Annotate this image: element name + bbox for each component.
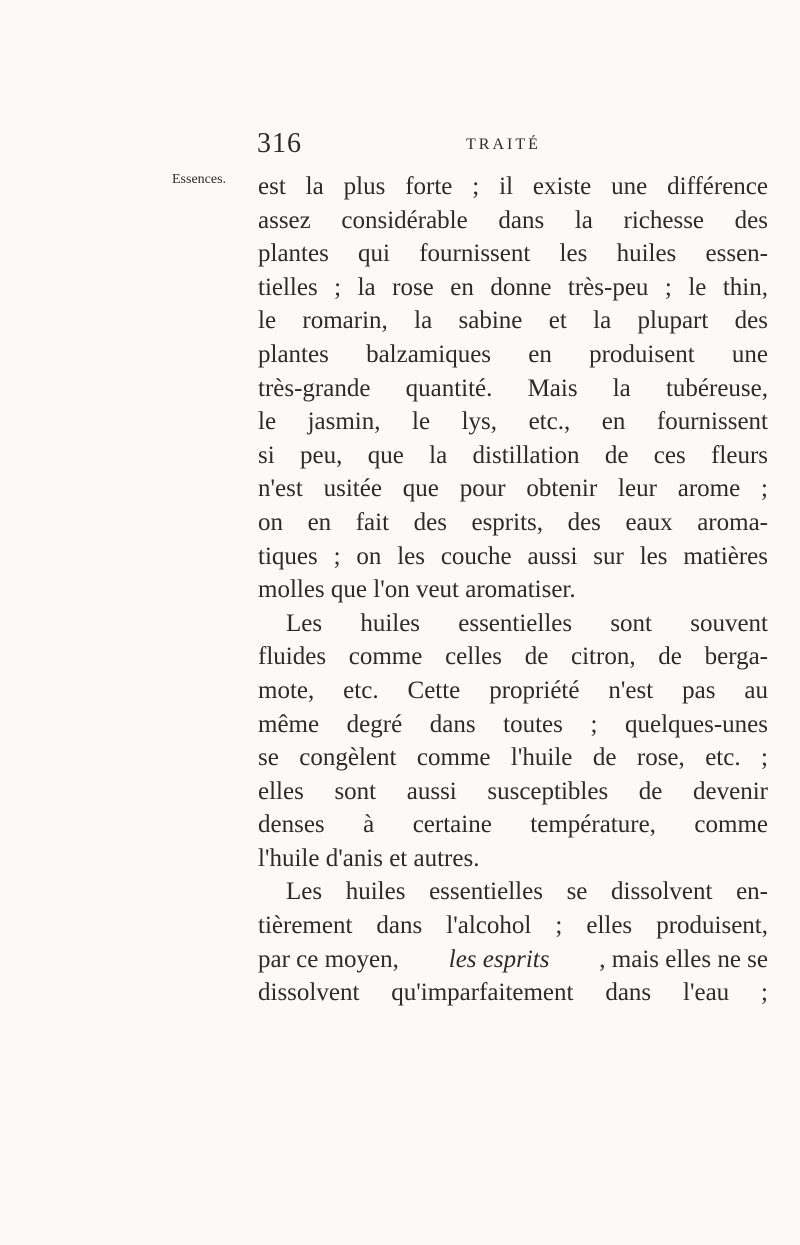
text-line: se congèlent comme l'huile de rose, etc. ; [258,744,768,772]
body-text [258,170,768,1010]
text-line: dissolvent qu'imparfaitement dans l'eau ; [258,979,768,1007]
text-line: le jasmin, le lys, etc., en fournissent [258,408,768,436]
text-line: molles que l'on veut aromatiser. [258,576,576,604]
text-line: n'est usitée que pour obtenir leur arome ; [258,475,768,503]
text-line: elles sont aussi susceptibles de devenir [258,777,768,805]
margin-note: Essences. [172,172,227,187]
text-segment: , mais elles ne se [599,945,768,973]
text-line: plantes qui fournissent les huiles essen- [258,240,768,268]
text-line: denses à certaine température, comme [258,811,768,839]
text-line: tiques ; on les couche aussi sur les matières [258,542,768,570]
text-line: on en fait des esprits, des eaux aroma- [258,508,768,536]
running-head: TRAITÉ [466,136,541,153]
text-line: Les huiles essentielles se dissolvent en- [286,878,768,906]
text-line: est la plus forte ; il existe une différence [258,173,768,200]
text-line: mote, etc. Cette propriété n'est pas au [258,676,768,704]
text-line: même degré dans toutes ; quelques-unes [258,710,768,738]
text-line: plantes balzamiques en produisent une [258,340,768,368]
text-line: très-grande quantité. Mais la tubéreuse, [258,374,768,402]
text-line: tièrement dans l'alcohol ; elles produisent, [258,912,768,940]
text-segment: par ce moyen, [258,945,399,973]
text-line: assez considérable dans la richesse des [258,206,768,234]
text-line: si peu, que la distillation de ces fleurs [258,441,768,469]
text-line: Les huiles essentielles sont souvent [286,609,768,637]
text-line [258,943,768,977]
text-line: fluides comme celles de citron, de berga- [258,643,768,671]
text-line: l'huile d'anis et autres. [258,844,480,872]
page-number: 316 [257,128,302,159]
italic-term: les esprits [448,945,550,973]
text-line: le romarin, la sabine et la plupart des [258,307,768,335]
text-line: tielles ; la rose en donne très-peu ; le thin, [258,273,768,301]
